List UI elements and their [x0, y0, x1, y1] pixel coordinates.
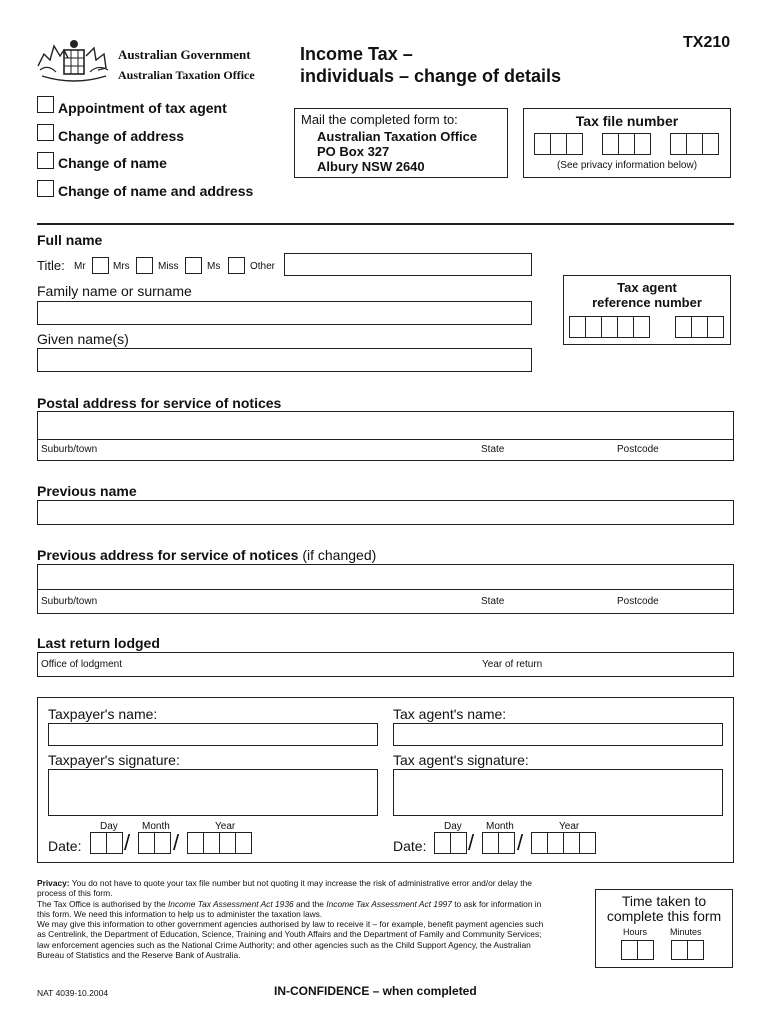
mail-lead: Mail the completed form to: — [301, 112, 458, 127]
family-name-field[interactable] — [37, 301, 532, 325]
last-return-heading: Last return lodged — [37, 635, 160, 651]
title-label: Title: — [37, 258, 65, 273]
previous-address-divider — [38, 589, 733, 590]
previous-address-suffix: (if changed) — [302, 547, 377, 563]
agent-date-label: Date: — [393, 838, 427, 854]
agent-ref-group-1[interactable] — [569, 316, 649, 338]
agent-month-cells[interactable] — [482, 832, 514, 854]
appointment-label: Appointment of tax agent — [58, 100, 227, 116]
in-confidence: IN-CONFIDENCE – when completed — [274, 984, 477, 998]
tfn-group-1[interactable] — [534, 133, 582, 155]
change-address-label: Change of address — [58, 128, 185, 144]
agent-name-label: Tax agent's name: — [393, 706, 507, 722]
tfn-title: Tax file number — [575, 113, 679, 129]
taxpayer-slash-1: / — [124, 830, 131, 855]
title-other-field[interactable] — [284, 253, 532, 276]
office-lodgment-label: Office of lodgment — [41, 659, 122, 670]
taxpayer-name-label: Taxpayer's name: — [48, 706, 158, 722]
other-label: Other — [250, 261, 276, 272]
coat-of-arms-icon — [34, 36, 112, 86]
nat-code: NAT 4039-10.2004 — [37, 988, 109, 998]
minutes-label: Minutes — [670, 927, 702, 937]
taxpayer-year-label: Year — [215, 821, 236, 832]
change-name-label: Change of name — [58, 155, 167, 171]
given-names-field[interactable] — [37, 348, 532, 372]
mail-line3: Albury NSW 2640 — [317, 159, 425, 174]
full-name-heading: Full name — [37, 232, 103, 248]
appointment-checkbox[interactable] — [37, 96, 54, 113]
change-address-checkbox[interactable] — [37, 124, 54, 141]
time-taken-box — [595, 889, 733, 968]
agent-slash-1: / — [468, 830, 475, 855]
tfn-box — [523, 108, 731, 178]
change-name-address-checkbox[interactable] — [37, 180, 54, 197]
mail-line1: Australian Taxation Office — [317, 129, 478, 144]
taxpayer-signature-label: Taxpayer's signature: — [48, 752, 180, 768]
tfn-group-2[interactable] — [602, 133, 650, 155]
last-return-field[interactable] — [37, 652, 734, 677]
time-taken-line1: Time taken to — [621, 893, 707, 909]
taxpayer-slash-2: / — [173, 830, 180, 855]
privacy-p2b: and the — [293, 898, 327, 909]
mail-line2: PO Box 327 — [317, 144, 390, 159]
privacy-p2a: The Tax Office is authorised by the — [37, 898, 168, 909]
agent-year-cells[interactable] — [531, 832, 595, 854]
privacy-p3: We may give this information to other government agencies authorised by law to receive it – for example, benefit payment agencies such as Centrelink, the Department of Education, Science, Training and Youth Affairs and the Department of Family and Community Services; law enforcement agencies such as the National Crime Authority; and other agencies such as the Child Support Agency, the Australian Bureau of Statistics and the Reserve Bank of Australia. — [37, 919, 544, 961]
agent-name-field[interactable] — [393, 723, 723, 746]
prev-postcode-label: Postcode — [617, 596, 659, 607]
postal-divider — [38, 439, 733, 440]
privacy-p2 — [37, 899, 552, 920]
agent-signature-label: Tax agent's signature: — [393, 752, 529, 768]
mail-to-box — [294, 108, 508, 178]
miss-checkbox[interactable] — [185, 257, 202, 274]
taxpayer-month-label: Month — [142, 821, 170, 832]
hours-label: Hours — [623, 927, 648, 937]
ms-checkbox[interactable] — [228, 257, 245, 274]
form-code: TX210 — [683, 34, 731, 51]
privacy-p1-text: You do not have to quote your tax file number but not quoting it may increase the risk of administrative error and/or delay the process of this form. — [37, 878, 532, 899]
hours-cells[interactable] — [621, 940, 653, 960]
gov-name: Australian Government — [118, 47, 251, 62]
agent-slash-2: / — [517, 830, 524, 855]
postal-heading: Postal address for service of notices — [37, 395, 282, 411]
signature-section — [37, 697, 734, 863]
tfn-group-3[interactable] — [670, 133, 718, 155]
page-title-line2: individuals – change of details — [300, 66, 562, 86]
family-name-label: Family name or surname — [37, 283, 192, 299]
previous-name-field[interactable] — [37, 500, 734, 525]
agent-ref-line1: Tax agent — [617, 280, 677, 295]
taxpayer-day-cells[interactable] — [90, 832, 122, 854]
postal-address-field[interactable] — [37, 411, 734, 461]
agent-month-label: Month — [486, 821, 514, 832]
divider — [37, 223, 734, 225]
change-name-address-label: Change of name and address — [58, 183, 254, 199]
taxpayer-year-cells[interactable] — [187, 832, 251, 854]
ms-label: Ms — [207, 261, 221, 272]
agent-signature-field[interactable] — [393, 769, 723, 816]
given-names-label: Given name(s) — [37, 331, 129, 347]
agent-ref-line2: reference number — [592, 295, 702, 310]
taxpayer-day-label: Day — [100, 821, 118, 832]
agent-day-label: Day — [444, 821, 462, 832]
page-title-line1: Income Tax – — [300, 44, 413, 64]
privacy-p2c: to ask for information in this form. We need this information to help us to administer the taxation laws. — [37, 898, 542, 919]
previous-name-heading: Previous name — [37, 483, 137, 499]
minutes-cells[interactable] — [671, 940, 703, 960]
mrs-checkbox[interactable] — [136, 257, 153, 274]
privacy-act1: Income Tax Assessment Act 1936 — [167, 898, 294, 909]
prev-state-label: State — [481, 596, 505, 607]
year-return-label: Year of return — [482, 659, 543, 670]
postal-suburb-label: Suburb/town — [41, 444, 98, 455]
privacy-text — [37, 878, 552, 960]
agent-day-cells[interactable] — [434, 832, 466, 854]
change-name-checkbox[interactable] — [37, 152, 54, 169]
agent-year-label: Year — [559, 821, 580, 832]
taxpayer-signature-field[interactable] — [48, 769, 378, 816]
taxpayer-date-label: Date: — [48, 838, 82, 854]
miss-label: Miss — [158, 261, 179, 272]
mr-label: Mr — [74, 261, 86, 272]
privacy-act2: Income Tax Assessment Act 1997 — [326, 898, 452, 909]
postal-state-label: State — [481, 444, 505, 455]
taxpayer-month-cells[interactable] — [138, 832, 170, 854]
privacy-label: Privacy: — [37, 878, 70, 888]
tfn-note: (See privacy information below) — [556, 160, 698, 171]
prev-suburb-label: Suburb/town — [41, 596, 98, 607]
mrs-label: Mrs — [113, 261, 130, 272]
postal-postcode-label: Postcode — [617, 444, 659, 455]
agent-ref-box — [563, 275, 731, 345]
mr-checkbox[interactable] — [92, 257, 109, 274]
previous-address-heading: Previous address for service of notices — [37, 547, 299, 563]
time-taken-line2: complete this form — [606, 908, 722, 924]
ato-name: Australian Taxation Office — [118, 68, 255, 82]
previous-address-field[interactable] — [37, 564, 734, 614]
previous-address-heading-row — [37, 547, 376, 563]
taxpayer-name-field[interactable] — [48, 723, 378, 746]
agent-ref-group-2[interactable] — [675, 316, 723, 338]
privacy-p1 — [37, 878, 552, 899]
